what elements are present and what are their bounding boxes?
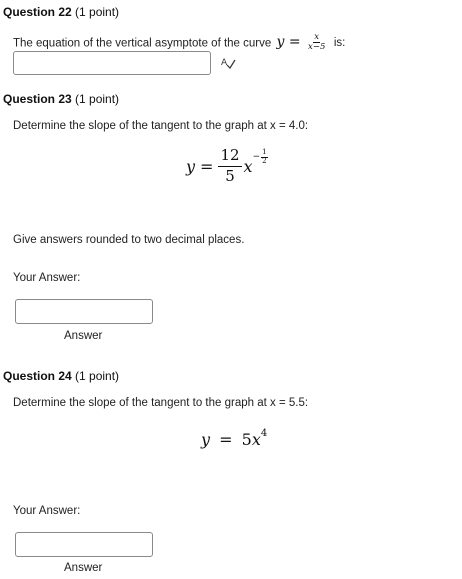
math-lhs: y [186,156,196,176]
question-24-answer-input[interactable] [15,532,153,557]
math-lhs: y [201,430,211,449]
prompt-text-after: is: [333,37,346,50]
exponent-fraction [261,149,267,165]
math-equals: = [288,34,301,51]
math-fraction [308,33,325,52]
question-22-header [3,5,119,19]
answer-caption: Answer [64,330,103,342]
your-answer-label: Your Answer: [13,505,81,517]
curve-equation [276,34,329,50]
svg-text:A: A [221,58,228,68]
your-answer-label: Your Answer: [13,272,81,284]
exponent-denominator: 2 [262,156,267,165]
math-variable: x [251,430,261,449]
math-equals: = [219,430,233,449]
exponent-sign: − [252,152,261,163]
question-23-header [3,92,119,106]
question-24-header [3,369,119,383]
exponent-numerator: 1 [262,148,267,157]
prompt-text: The equation of the vertical asymptote of the curve [13,37,272,50]
question-22-prompt [13,33,345,52]
question-title: Question 22 [3,5,72,19]
math-equals: = [200,156,214,176]
question-points: (1 point) [75,92,120,106]
math-denominator: x−5 [308,41,326,52]
math-numerator: 12 [218,148,241,167]
question-22-answer-input[interactable] [13,51,211,75]
question-title: Question 23 [3,92,72,106]
math-lhs: y [276,34,285,51]
question-points: (1 point) [75,369,120,383]
math-exponent [253,149,268,165]
math-numerator: x [314,32,320,42]
question-23-prompt: Determine the slope of the tangent to the graph at x = 4.0: [13,120,309,132]
answer-caption: Answer [64,562,103,574]
question-24-prompt: Determine the slope of the tangent to the graph at x = 5.5: [13,397,309,409]
math-variable: x [243,156,253,176]
question-points: (1 point) [75,5,120,19]
math-exponent: 4 [260,427,268,439]
spellcheck-icon[interactable] [221,56,237,70]
math-denominator: 5 [225,166,235,185]
question-24-equation [201,427,268,449]
question-23-equation [186,148,268,185]
math-coefficient: 5 [241,430,252,449]
math-coefficient-fraction [218,148,241,185]
rounding-note: Give answers rounded to two decimal places. [13,234,245,246]
question-title: Question 24 [3,369,72,383]
question-23-answer-input[interactable] [15,299,153,324]
